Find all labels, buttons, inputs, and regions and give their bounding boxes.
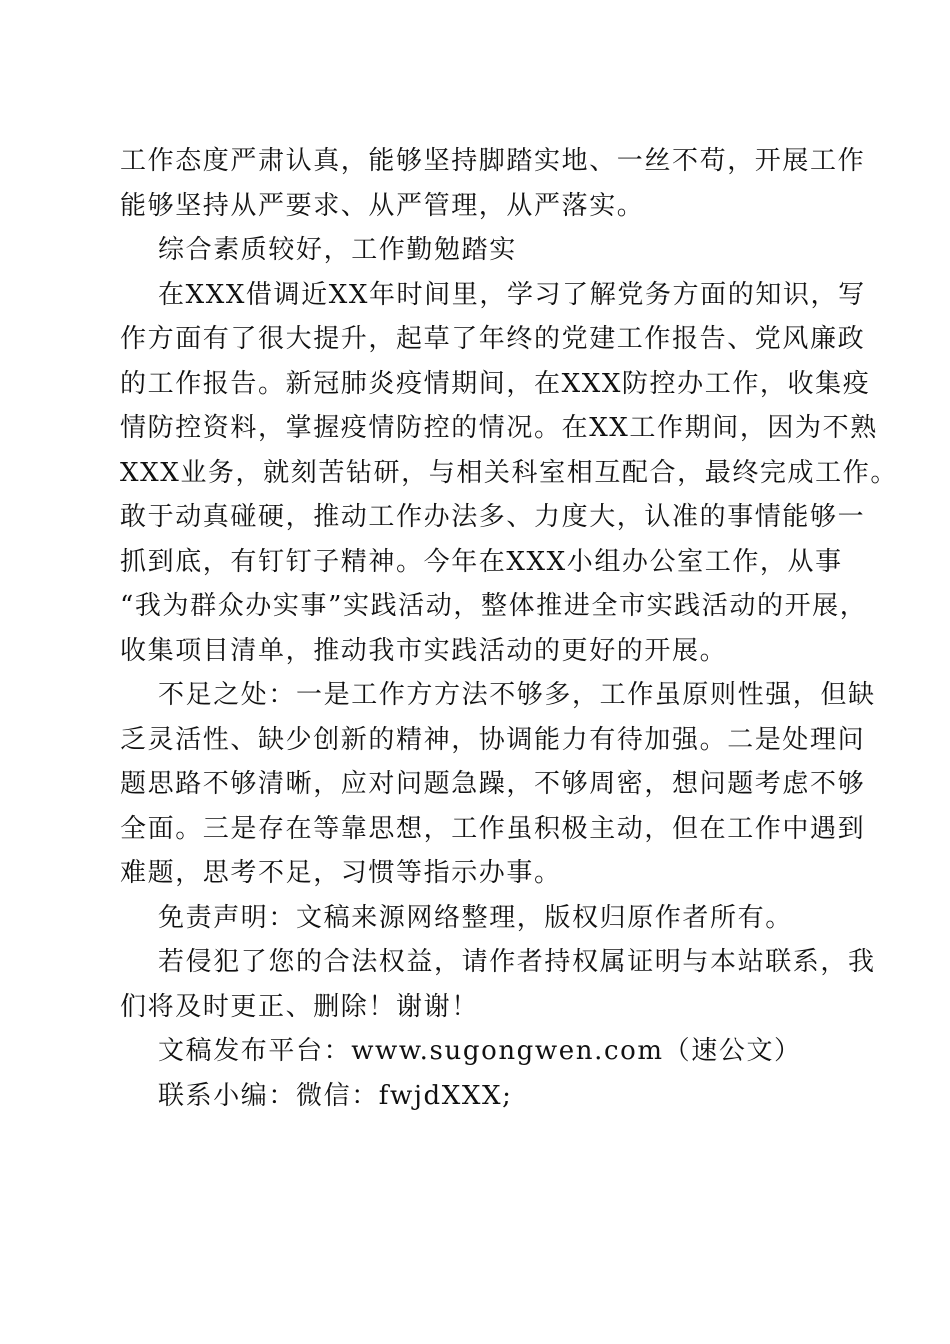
- disclaimer-line: 们将及时更正、删除！谢谢！: [120, 992, 479, 1022]
- paragraph-line: 工作态度严肃认真，能够坚持脚踏实地、一丝不苟，开展工作: [120, 146, 866, 176]
- paragraph-line: 乏灵活性、缺少创新的精神，协调能力有待加强。二是处理问: [120, 725, 866, 755]
- paragraph-line: 题思路不够清晰，应对问题急躁，不够周密，想问题考虑不够: [120, 769, 866, 799]
- paragraph-line: 作方面有了很大提升，起草了年终的党建工作报告、党风廉政: [120, 324, 866, 354]
- paragraph-line: 在XXX借调近XX年时间里，学习了解党务方面的知识，写: [158, 280, 866, 310]
- paragraph-line: 全面。三是存在等靠思想，工作虽积极主动，但在工作中遇到: [120, 814, 866, 844]
- paragraph-line: 情防控资料，掌握疫情防控的情况。在XX工作期间，因为不熟: [120, 413, 878, 443]
- publisher-line: 文稿发布平台：www.sugongwen.com（速公文）: [158, 1036, 802, 1066]
- paragraph-line: XXX业务，就刻苦钻研，与相关科室相互配合，最终完成工作。: [120, 458, 898, 488]
- paragraph-line: 不足之处：一是工作方方法不够多，工作虽原则性强，但缺: [158, 680, 876, 710]
- paragraph-line: 能够坚持从严要求、从严管理，从严落实。: [120, 191, 645, 221]
- section-heading: 综合素质较好，工作勤勉踏实: [158, 235, 517, 265]
- paragraph-line: 收集项目清单，推动我市实践活动的更好的开展。: [120, 636, 728, 666]
- disclaimer-line: 免责声明：文稿来源网络整理，版权归原作者所有。: [158, 903, 793, 933]
- paragraph-line: 难题，思考不足，习惯等指示办事。: [120, 858, 562, 888]
- paragraph-line: 敢于动真碰硬，推动工作办法多、力度大，认准的事情能够一: [120, 502, 866, 532]
- paragraph-line: “我为群众办实事”实践活动，整体推进全市实践活动的开展，: [120, 591, 868, 621]
- paragraph-line: 的工作报告。新冠肺炎疫情期间，在XXX防控办工作，收集疫: [120, 369, 871, 399]
- paragraph-line: 抓到底，有钉钉子精神。今年在XXX小组办公室工作，从事: [120, 547, 843, 577]
- disclaimer-line: 若侵犯了您的合法权益，请作者持权属证明与本站联系，我: [158, 947, 876, 977]
- contact-line: 联系小编：微信：fwjdXXX;: [158, 1081, 513, 1111]
